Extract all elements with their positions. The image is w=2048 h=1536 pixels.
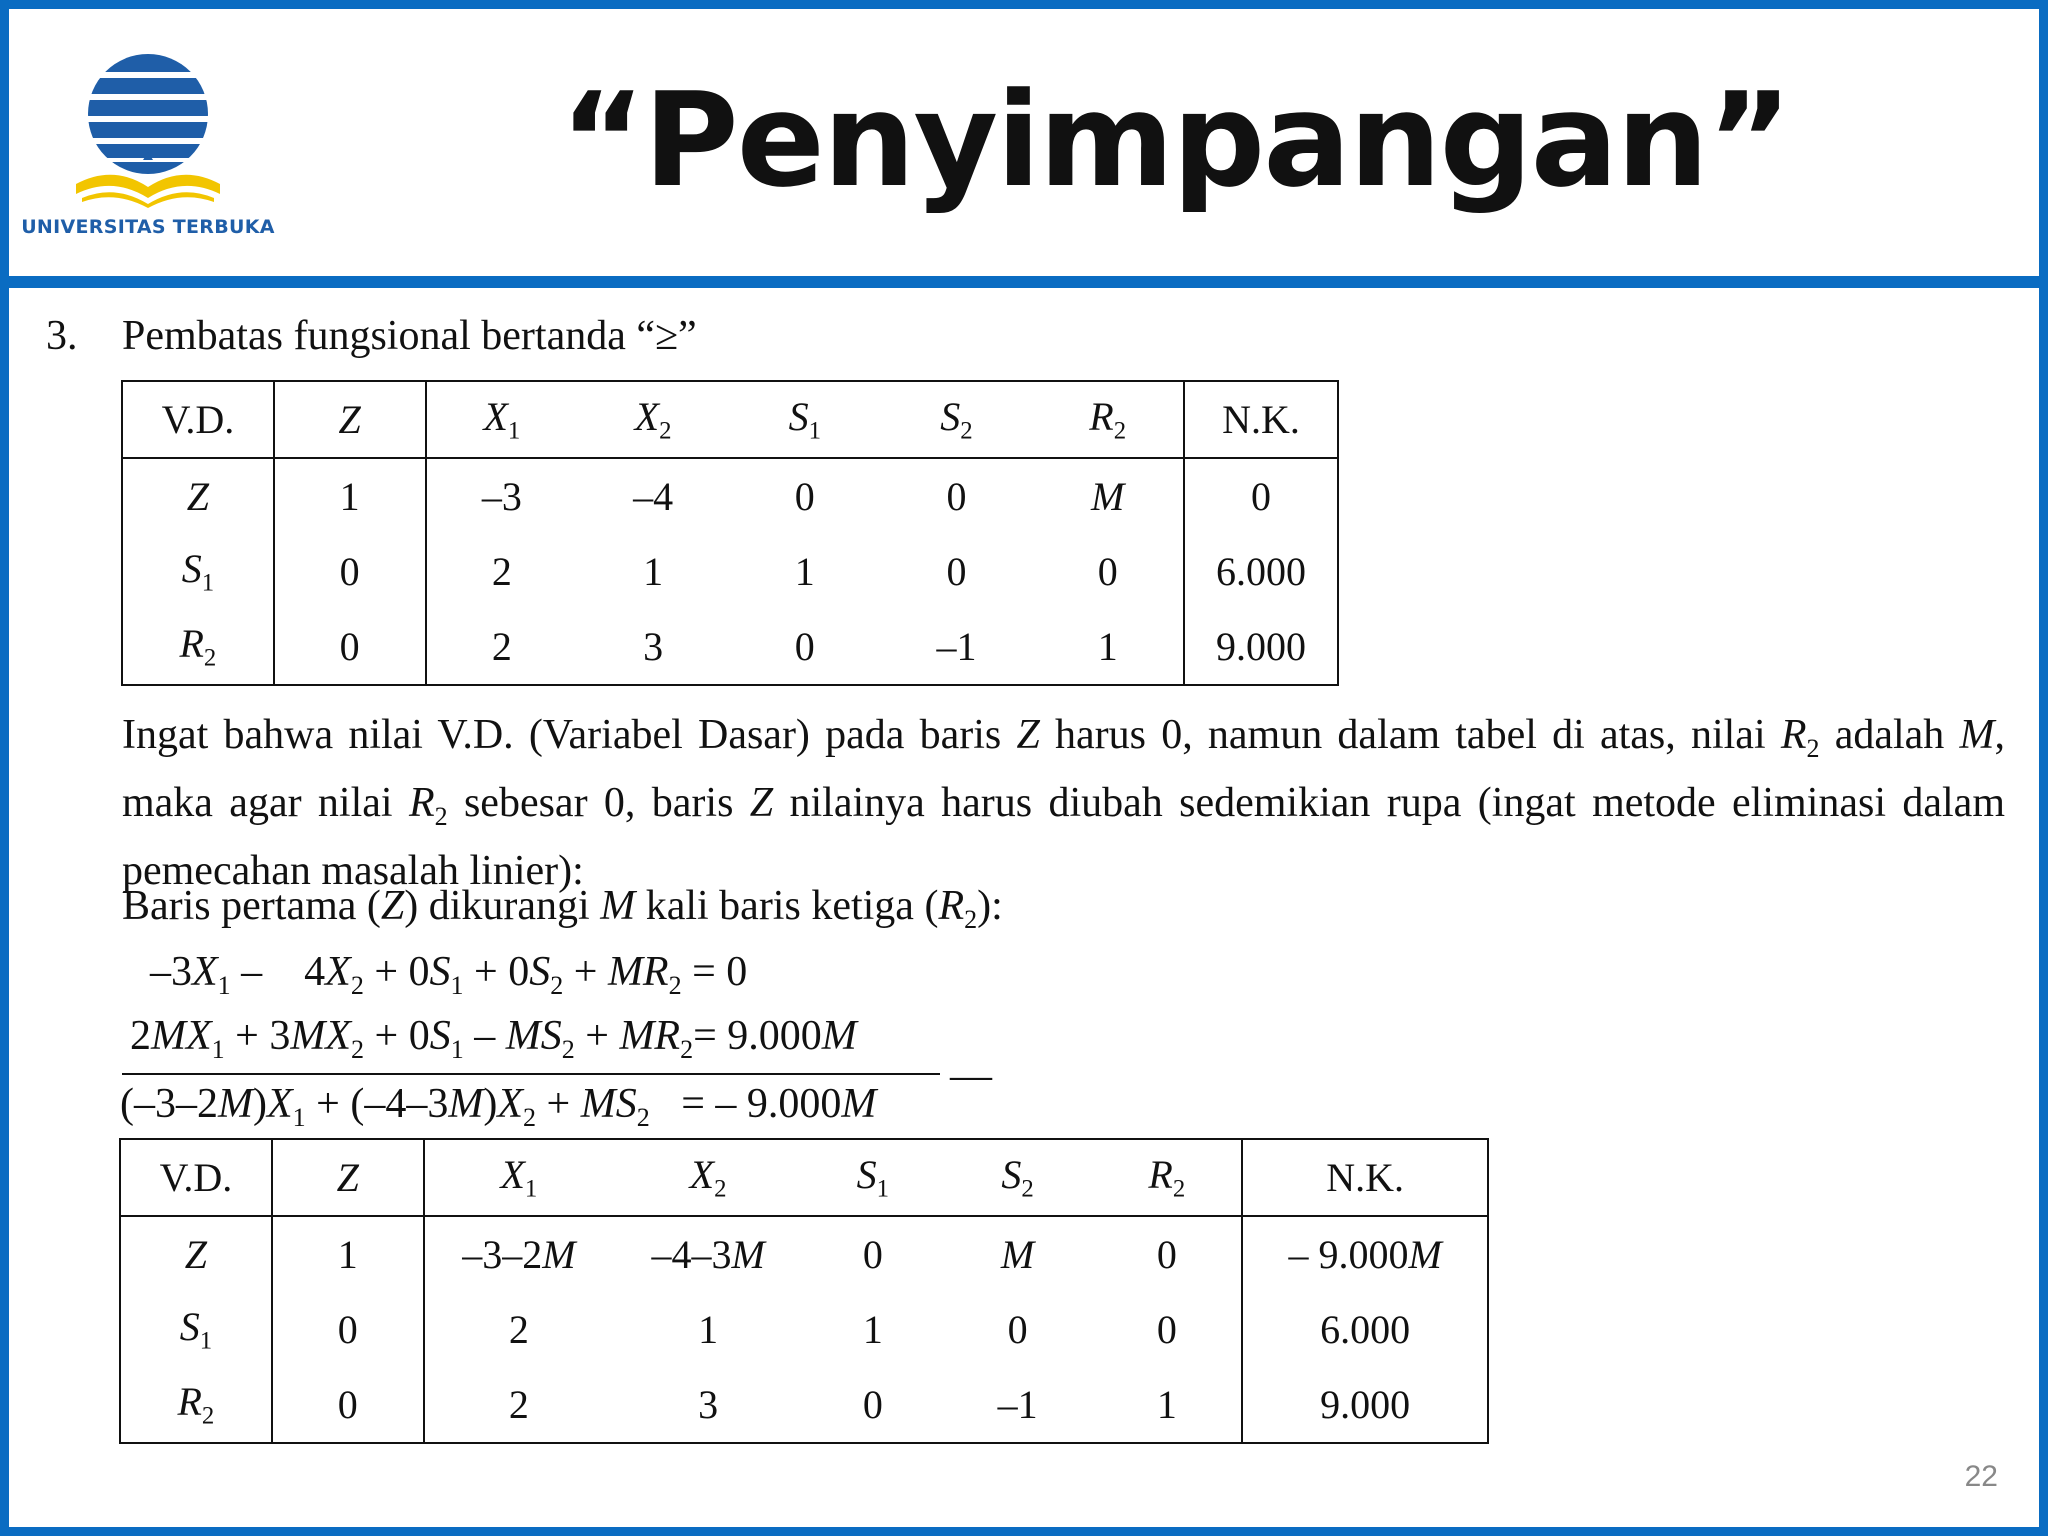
table-cell: Z [274, 381, 426, 458]
table-cell: 1 [1032, 609, 1184, 685]
table-cell: Z [120, 1216, 272, 1292]
table-cell: $X_2$ [613, 1139, 803, 1216]
table-header-row [122, 381, 1338, 458]
table-cell: 0 [1251, 474, 1272, 519]
table-row [120, 1292, 1488, 1367]
subtraction-line [122, 1073, 940, 1075]
table-cell: $S_1$ [803, 1139, 943, 1216]
table-cell: Z [122, 458, 274, 534]
table-cell: M [1000, 1232, 1035, 1277]
table-cell: 0 [1092, 1216, 1242, 1292]
table-row [122, 534, 1338, 609]
table-cell: 0 [274, 534, 426, 609]
table-cell: 1 [794, 549, 815, 594]
table-cell: 0 [946, 549, 967, 594]
table-cell: 2 [508, 1382, 529, 1427]
slide-title: “Penyimpangan” [560, 64, 1791, 216]
subtraction-sign: — [950, 1053, 992, 1099]
table-cell: $R_2$ [1092, 1139, 1242, 1216]
table-cell: 3 [643, 624, 664, 669]
table-cell: Z [272, 1139, 424, 1216]
table-cell: 6.000 [1216, 549, 1307, 594]
table-cell: 6.000 [1320, 1307, 1411, 1352]
table-cell: –1 [997, 1382, 1038, 1427]
table-cell: 2 [491, 624, 512, 669]
table-cell: 1 [1092, 1367, 1242, 1443]
explanation-paragraph: Ingat bahwa nilai V.D. (Variabel Dasar) pada baris Z harus 0, namun dalam tabel di atas, nilai $R_2$ adalah M, maka agar nilai $R_2$ sebesar 0, baris Z nilainya harus diubah sedemikian rupa (ingat metode eliminasi dalam pemecahan masalah linier): [122, 712, 2006, 895]
table-cell: – 9.000M [1288, 1232, 1442, 1277]
table-cell: 0 [1007, 1307, 1028, 1352]
table-cell: –1 [936, 624, 977, 669]
table-cell: 0 [862, 1232, 883, 1277]
table-cell: –3 [481, 474, 522, 519]
table-cell: 1 [274, 458, 426, 534]
table-cell: 0 [862, 1382, 883, 1427]
table-cell: $R_2$ [120, 1367, 272, 1443]
table-cell: 0 [794, 474, 815, 519]
table-cell: N.K. [1184, 381, 1338, 458]
table-cell: 1 [643, 549, 664, 594]
header-divider [0, 276, 2048, 288]
page-number: 22 [1964, 1460, 1998, 1493]
table-cell: 0 [946, 474, 967, 519]
table-cell: V.D. [122, 381, 274, 458]
table-cell: $S_1$ [122, 534, 274, 609]
table-row [122, 458, 1338, 534]
table-cell: $X_2$ [577, 381, 729, 458]
table-cell: $R_2$ [122, 609, 274, 685]
table-cell: M [1032, 458, 1184, 534]
table-cell: 1 [272, 1216, 424, 1292]
table-cell: 0 [274, 609, 426, 685]
instruction-line: Baris pertama (Z) dikurangi M kali baris ketiga $(R_2)$: [122, 883, 1003, 935]
table-row [122, 609, 1338, 685]
table-cell: 0 [794, 624, 815, 669]
table-cell: 0 [272, 1367, 424, 1443]
table-cell: 9.000 [1216, 624, 1307, 669]
simplex-table-revised [119, 1138, 1489, 1444]
table-cell: N.K. [1242, 1139, 1488, 1216]
table-cell: $X_1$ [426, 381, 578, 458]
table-row [120, 1216, 1488, 1292]
table-cell: –4–3M [651, 1232, 765, 1277]
table-header-row [120, 1139, 1488, 1216]
table-cell: 3 [698, 1382, 719, 1427]
table-cell: 0 [1092, 1292, 1242, 1367]
table-cell: 0 [272, 1292, 424, 1367]
table-cell: 0 [1032, 534, 1184, 609]
table-cell: V.D. [120, 1139, 272, 1216]
table-cell: $S_1$ [120, 1292, 272, 1367]
table-cell: $S_1$ [729, 381, 881, 458]
logo-text: UNIVERSITAS TERBUKA [21, 216, 275, 238]
table-cell: $X_1$ [424, 1139, 614, 1216]
table-cell: 1 [862, 1307, 883, 1352]
university-logo [18, 52, 278, 252]
section-heading: Pembatas fungsional bertanda “≥” [122, 313, 697, 359]
simplex-table-initial [121, 380, 1339, 686]
table-cell: $R_2$ [1032, 381, 1184, 458]
table-cell: 1 [698, 1307, 719, 1352]
table-cell: –3–2M [462, 1232, 576, 1277]
table-cell: 2 [508, 1307, 529, 1352]
equation-result: $(-3-2M)X_1 + (-4-3M)X_2 + MS_2$ = – 9.000M [120, 1081, 877, 1133]
equation-row-2: $2MX_1 + 3MX_2 + 0S_1 - MS_2 + MR_2= 9.000M$ [130, 1013, 857, 1065]
logo-emblem-icon [18, 52, 278, 212]
table-cell: $S_2$ [881, 381, 1033, 458]
table-cell: $S_2$ [943, 1139, 1093, 1216]
equation-row-1: $-3X_1$ – $4X_2 + 0S_1 + 0S_2 + MR_2 = 0$ [150, 949, 748, 1001]
table-cell: –4 [633, 474, 674, 519]
section-number: 3. [46, 313, 78, 359]
table-cell: 9.000 [1320, 1382, 1411, 1427]
table-row [120, 1367, 1488, 1443]
table-cell: 2 [491, 549, 512, 594]
